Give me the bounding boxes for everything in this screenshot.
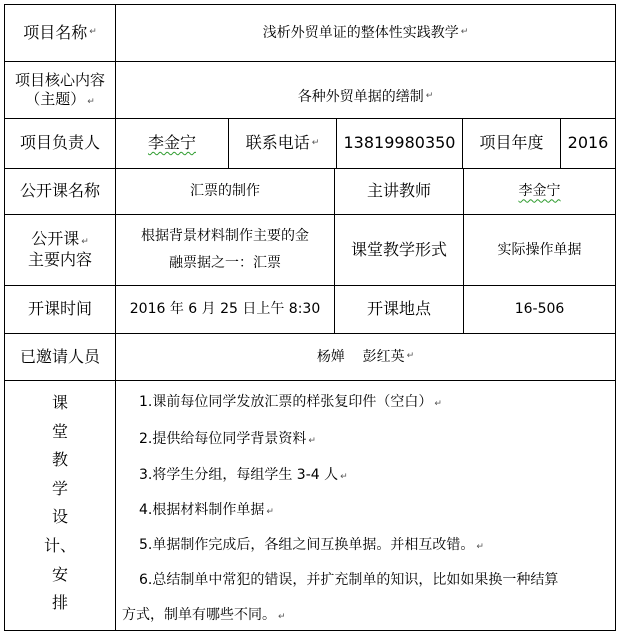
core-content-value: 各种外贸单据的缮制	[297, 88, 424, 105]
place-label-cell	[335, 286, 463, 333]
phone-label-cell	[229, 119, 336, 168]
place-value: 16-506	[514, 301, 565, 318]
design-label-char: 学	[51, 478, 68, 498]
design-list-item: 4.根据材料制作单据 ↵	[139, 502, 274, 518]
course-label: 公开课名称	[19, 181, 100, 201]
responsible-label-cell	[5, 119, 115, 168]
year-label-cell	[463, 119, 560, 168]
paragraph-mark-icon: ↵	[340, 472, 348, 482]
project-name-label-cell	[5, 5, 115, 61]
teaching-form-value-cell	[464, 215, 615, 285]
paragraph-mark-icon: ↵	[266, 507, 274, 517]
paragraph-mark-icon: ↵	[81, 237, 89, 248]
invited-label-cell	[5, 334, 115, 380]
core-content-label-line2: （主题）	[25, 90, 86, 108]
design-list-item: 3.将学生分组，每组学生 3-4 人 ↵	[139, 467, 348, 483]
year-value: 2016	[567, 133, 609, 153]
paragraph-mark-icon: ↵	[278, 612, 286, 622]
design-label-char: 课	[51, 393, 68, 412]
main-content-value-cell	[116, 215, 334, 285]
core-content-label-cell	[5, 62, 115, 118]
responsible-value: 李金宁	[147, 133, 196, 153]
paragraph-mark-icon: ↵	[87, 97, 95, 107]
place-label: 开课地点	[366, 299, 431, 319]
paragraph-mark-icon: ↵	[406, 351, 415, 362]
time-label: 开课时间	[27, 299, 92, 319]
design-label-char: 排	[51, 593, 68, 613]
design-label-char: 教	[51, 450, 68, 470]
design-list-item: 5.单据制作完成后，各组之间互换单据。并相互改错。 ↵	[139, 537, 484, 553]
core-content-label-line1: 项目核心内容	[14, 70, 105, 89]
invited-label: 已邀请人员	[19, 346, 100, 366]
responsible-value-cell	[116, 119, 228, 168]
main-content-value-line2: 融票据之一：汇票	[169, 255, 281, 271]
design-list-item: 6.总结制单中常犯的错误，并扩充制单的知识，比如如果换一种结算	[139, 572, 559, 588]
project-name-value: 浅析外贸单证的整体性实践教学	[262, 24, 459, 41]
teaching-form-value: 实际操作单据	[497, 241, 582, 258]
design-label-char: 安	[51, 564, 68, 584]
teacher-value: 李金宁	[518, 183, 561, 200]
teacher-value-cell	[464, 169, 615, 214]
paragraph-mark-icon: ↵	[460, 27, 469, 38]
main-content-label-line2: 主要内容	[27, 250, 92, 269]
core-content-value-cell	[116, 62, 615, 118]
project-name-label: 项目名称	[23, 22, 88, 42]
invited-value: 杨婵 彭红英	[316, 348, 405, 365]
paragraph-mark-icon: ↵	[434, 399, 442, 409]
phone-value-cell	[337, 119, 462, 168]
responsible-label: 项目负责人	[19, 133, 100, 153]
paragraph-mark-icon: ↵	[89, 27, 97, 38]
phone-label: 联系电话	[245, 133, 310, 153]
year-value-cell	[561, 119, 615, 168]
design-list-item: 2.提供给每位同学背景资料 ↵	[139, 431, 316, 447]
paragraph-mark-icon: ↵	[425, 91, 434, 102]
time-label-cell	[5, 286, 115, 333]
table-border-bottom	[4, 630, 616, 631]
year-label: 项目年度	[479, 133, 544, 153]
main-content-label-line1: 公开课	[31, 229, 80, 249]
invited-value-cell	[116, 334, 615, 380]
design-label-char: 计、	[43, 535, 76, 555]
project-name-value-cell	[116, 5, 615, 61]
teacher-label-cell	[335, 169, 463, 214]
course-value: 汇票的制作	[190, 183, 260, 200]
phone-value: 13819980350	[343, 133, 456, 153]
design-content-cell	[116, 383, 616, 630]
time-value: 2016 年 6 月 25 日上午 8:30	[129, 301, 321, 318]
design-label-cell	[5, 381, 115, 630]
design-list-item-continuation: 方式，制单有哪些不同。 ↵	[122, 607, 286, 623]
teaching-form-label-cell	[335, 215, 463, 285]
main-content-label-cell	[5, 215, 115, 285]
paragraph-mark-icon: ↵	[308, 436, 316, 446]
paragraph-mark-icon: ↵	[476, 542, 484, 552]
course-label-cell	[5, 169, 115, 214]
course-value-cell	[116, 169, 334, 214]
teacher-label: 主讲教师	[366, 181, 431, 201]
teaching-form-label: 课堂教学形式	[350, 239, 447, 259]
design-label-char: 设	[51, 507, 68, 527]
design-list-item: 1.课前每位同学发放汇票的样张复印件（空白） ↵	[139, 394, 442, 410]
design-label-char: 堂	[51, 421, 68, 441]
place-value-cell	[464, 286, 615, 333]
time-value-cell	[116, 286, 334, 333]
paragraph-mark-icon: ↵	[311, 137, 320, 148]
main-content-value-line1: 根据背景材料制作主要的金	[141, 228, 309, 245]
